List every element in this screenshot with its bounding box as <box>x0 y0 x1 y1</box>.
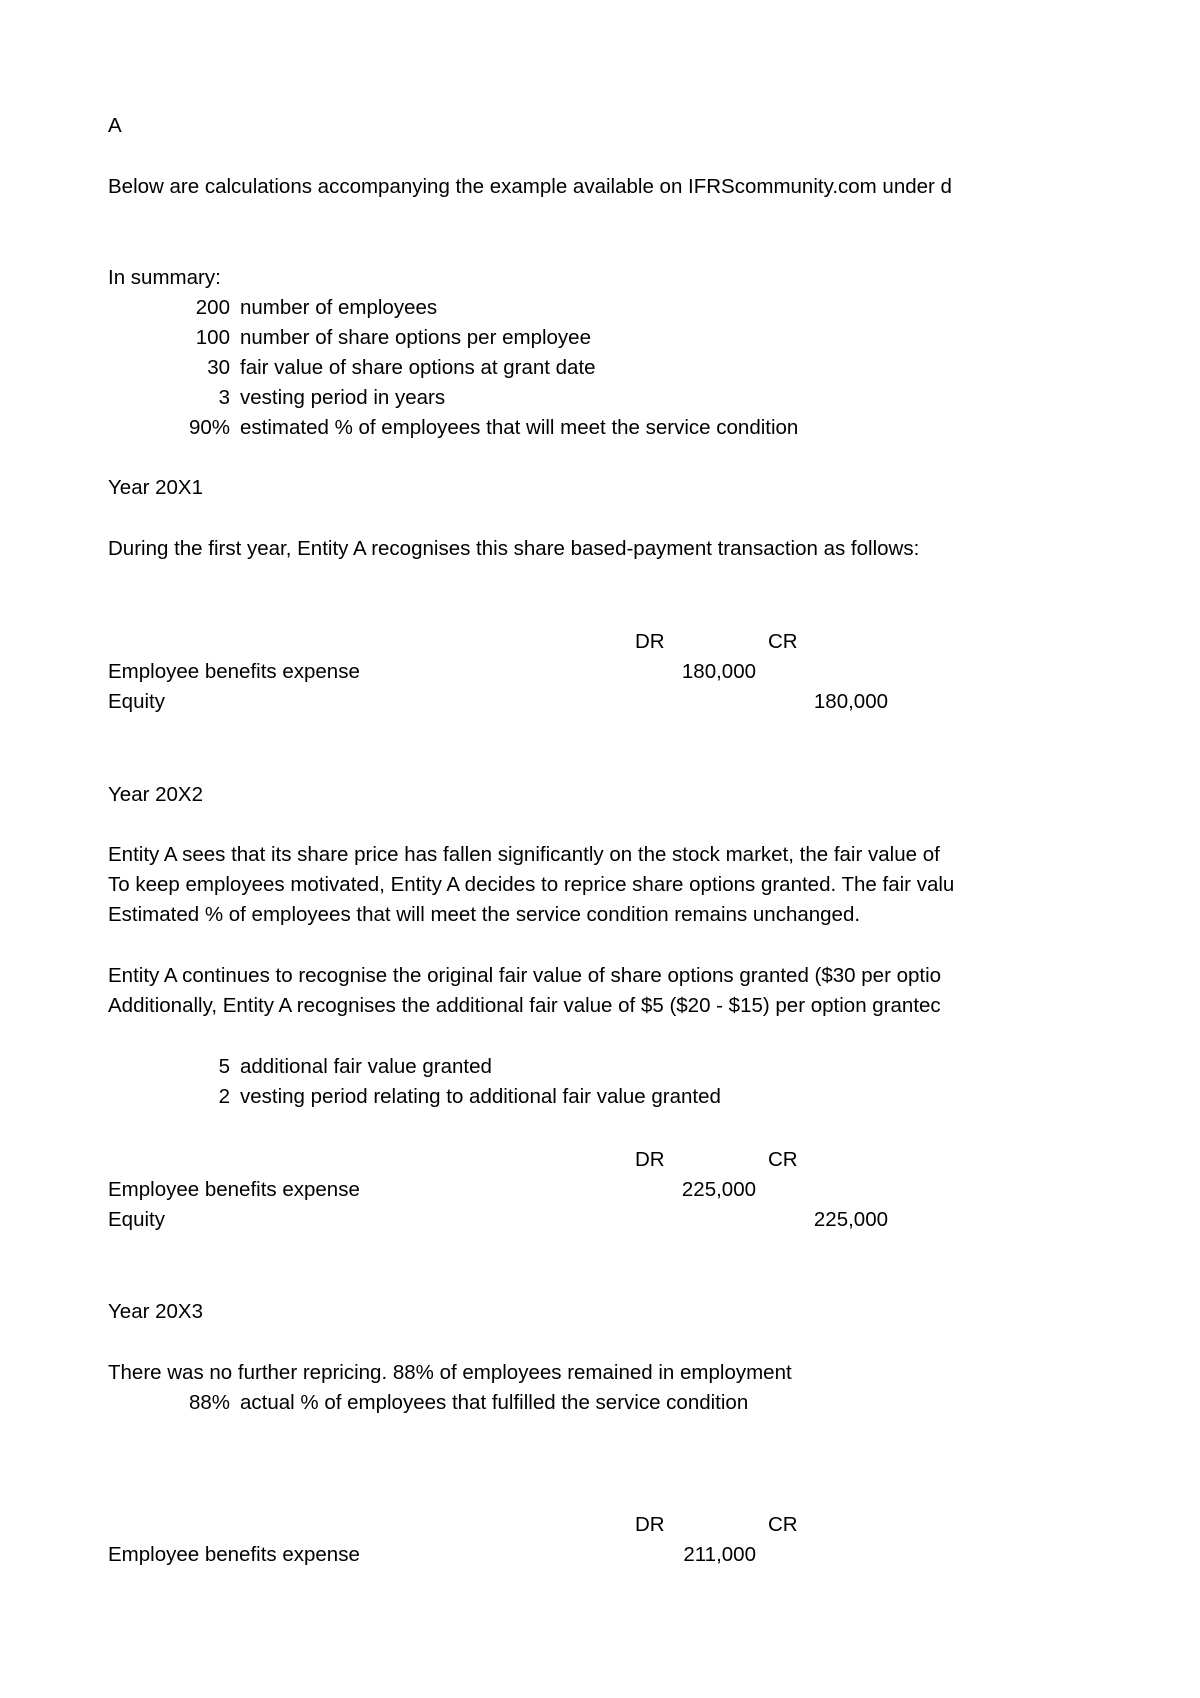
summary-title: In summary: <box>108 266 221 289</box>
summary-value: 200 <box>195 296 230 319</box>
entity-label: A <box>108 114 122 137</box>
year3-item-label: actual % of employees that fulfilled the service condition <box>240 1391 749 1414</box>
year2-item-value: 5 <box>218 1055 230 1078</box>
year1-title: Year 20X1 <box>108 476 203 499</box>
summary-value: 100 <box>195 326 230 349</box>
equity-account: Equity <box>108 690 165 713</box>
expense-account: Employee benefits expense <box>108 660 360 683</box>
summary-label: estimated % of employees that will meet the service condition <box>240 416 799 439</box>
summary-value: 30 <box>207 356 230 379</box>
year2-line: Estimated % of employees that will meet the service condition remains unchanged. <box>108 903 861 926</box>
dr-header: DR <box>635 630 665 653</box>
cr-header: CR <box>768 1513 798 1536</box>
year2-item-label: vesting period relating to additional fair value granted <box>240 1085 721 1108</box>
year3-title: Year 20X3 <box>108 1300 203 1323</box>
expense-account: Employee benefits expense <box>108 1178 360 1201</box>
summary-label: number of share options per employee <box>240 326 591 349</box>
year2-item-value: 2 <box>218 1085 230 1108</box>
debit-amount: 211,000 <box>683 1543 756 1566</box>
year2-title: Year 20X2 <box>108 783 203 806</box>
cr-header: CR <box>768 1148 798 1171</box>
summary-value: 3 <box>218 386 230 409</box>
summary-label: vesting period in years <box>240 386 446 409</box>
credit-amount: 225,000 <box>813 1208 888 1231</box>
year1-text: During the first year, Entity A recognises this share based-payment transaction as follows: <box>108 537 920 560</box>
year2-line: Additionally, Entity A recognises the additional fair value of $5 ($20 - $15) per option grantec <box>108 994 941 1017</box>
year2-line: Entity A continues to recognise the original fair value of share options granted ($30 per optio <box>108 964 942 987</box>
intro-text: Below are calculations accompanying the example available on IFRScommunity.com under d <box>108 175 952 198</box>
year2-line: To keep employees motivated, Entity A decides to reprice share options granted. The fair valu <box>108 873 955 896</box>
year3-item-value: 88% <box>188 1391 230 1414</box>
summary-label: fair value of share options at grant date <box>240 356 596 379</box>
year2-line: Entity A sees that its share price has fallen significantly on the stock market, the fair value of <box>108 843 940 866</box>
dr-header: DR <box>635 1148 665 1171</box>
debit-amount: 225,000 <box>681 1178 756 1201</box>
credit-amount: 180,000 <box>813 690 888 713</box>
summary-label: number of employees <box>240 296 438 319</box>
expense-account: Employee benefits expense <box>108 1543 360 1566</box>
cr-header: CR <box>768 630 798 653</box>
year2-item-label: additional fair value granted <box>240 1055 492 1078</box>
year3-text: There was no further repricing. 88% of employees remained in employment <box>108 1361 792 1384</box>
dr-header: DR <box>635 1513 665 1536</box>
equity-account: Equity <box>108 1208 165 1231</box>
debit-amount: 180,000 <box>681 660 756 683</box>
summary-value: 90% <box>188 416 230 439</box>
